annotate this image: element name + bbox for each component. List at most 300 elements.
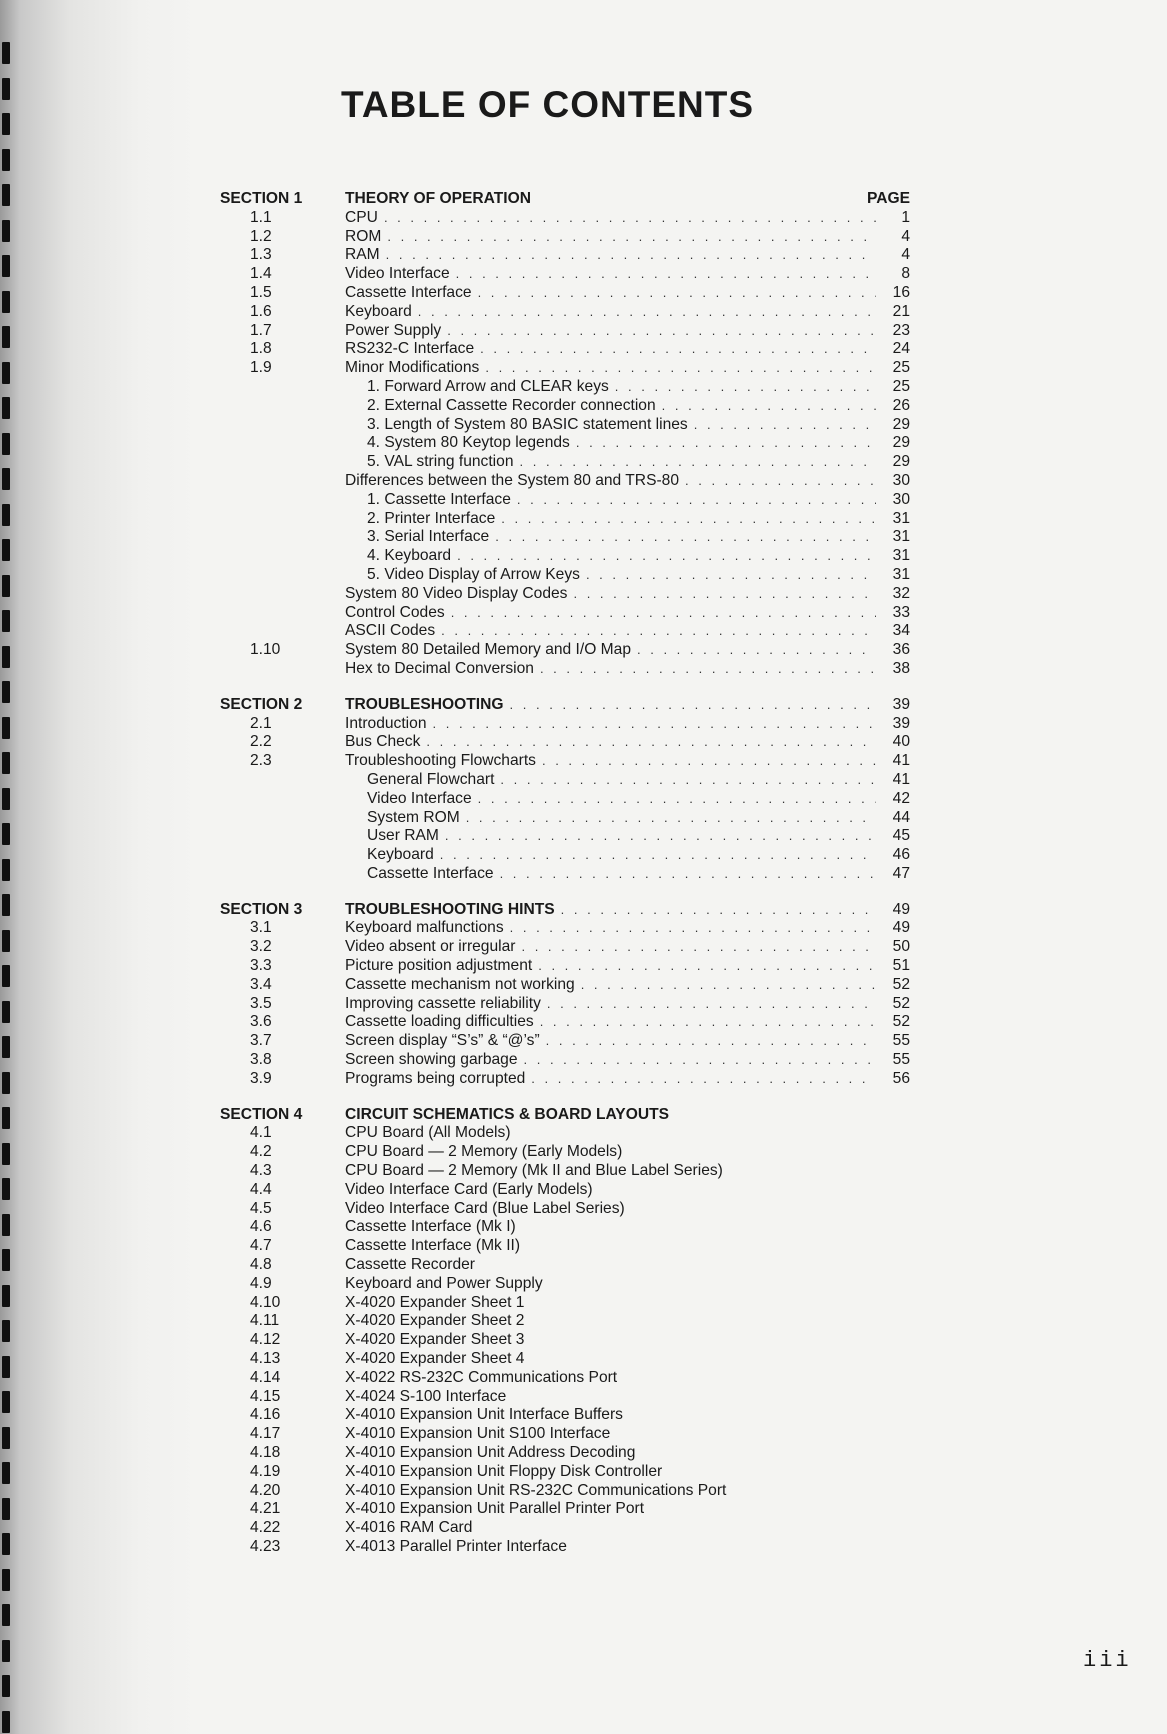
toc-entry — [220, 976, 910, 995]
entry-title: Video Interface — [367, 789, 472, 807]
entry-number: 4.9 — [250, 1274, 272, 1292]
toc-entry — [220, 453, 910, 472]
entry-title: X-4010 Expansion Unit Address Decoding — [345, 1444, 636, 1461]
section-page: 39 — [892, 695, 910, 713]
binding-hole — [2, 1249, 10, 1271]
entry-body — [345, 510, 910, 529]
entry-body — [345, 1350, 910, 1369]
toc-entry — [220, 547, 910, 566]
entry-number: 4.12 — [250, 1331, 281, 1349]
binding-holes — [0, 0, 14, 1734]
binding-hole — [2, 1604, 10, 1626]
entry-title: General Flowchart — [367, 770, 495, 788]
entry-body — [345, 1444, 910, 1463]
entry-title: Picture position adjustment — [345, 957, 533, 975]
binding-hole — [2, 1569, 10, 1591]
entry-page: 31 — [892, 509, 910, 527]
entry-title: 1. Forward Arrow and CLEAR keys — [367, 377, 609, 395]
section-heading — [345, 1106, 910, 1125]
section-gap — [220, 884, 910, 901]
entry-body — [345, 378, 910, 397]
entry-number: 3.7 — [250, 1032, 272, 1050]
entry-body — [345, 397, 910, 416]
toc-entry — [220, 284, 910, 303]
entry-page: 4 — [901, 246, 910, 264]
entry-page: 29 — [892, 453, 910, 471]
entry-number: 4.23 — [250, 1537, 281, 1555]
entry-number: 3.5 — [250, 994, 272, 1012]
entry-title: Bus Check — [345, 733, 421, 751]
entry-page: 38 — [892, 659, 910, 677]
entry-number: 3.2 — [250, 938, 272, 956]
entry-body — [345, 228, 910, 247]
binding-hole — [2, 220, 10, 242]
entry-body — [345, 752, 910, 771]
entry-number: 3.1 — [250, 919, 272, 937]
toc-entry — [220, 938, 910, 957]
section-heading — [345, 901, 910, 920]
entry-title: ASCII Codes — [345, 622, 436, 640]
entry-body — [345, 1143, 910, 1162]
entry-title: Differences between the System 80 and TRS-80 — [345, 471, 680, 489]
entry-page: 41 — [892, 752, 910, 770]
entry-body — [345, 322, 910, 341]
entry-title: X-4010 Expansion Unit Floppy Disk Controller — [345, 1462, 663, 1480]
entry-body — [345, 976, 910, 995]
entry-body — [345, 547, 910, 566]
binding-hole — [2, 1356, 10, 1378]
leader-dots — [441, 622, 876, 641]
toc-entry — [220, 1275, 910, 1294]
toc-entry — [220, 790, 910, 809]
binding-hole — [2, 1143, 10, 1165]
entry-body — [345, 1124, 910, 1143]
binding-hole — [2, 468, 10, 490]
leader-dots — [418, 303, 876, 322]
entry-title: CPU Board — 2 Memory (Mk II and Blue Label Series) — [345, 1162, 723, 1180]
entry-title: Cassette Interface (Mk I) — [345, 1218, 516, 1236]
leader-dots — [524, 1051, 876, 1070]
entry-title: Programs being corrupted — [345, 1069, 526, 1087]
toc-entry — [220, 1200, 910, 1219]
toc-entry — [220, 378, 910, 397]
leader-dots — [521, 938, 876, 957]
toc-entry — [220, 660, 910, 679]
entry-title: Hex to Decimal Conversion — [345, 659, 534, 677]
entry-body — [345, 1425, 910, 1444]
entry-body — [345, 340, 910, 359]
entry-page: 55 — [892, 1051, 910, 1069]
toc-entry — [220, 1519, 910, 1538]
entry-page: 55 — [892, 1032, 910, 1050]
toc-entry — [220, 957, 910, 976]
section-title: THEORY OF OPERATION — [345, 190, 531, 207]
entry-page: 39 — [892, 714, 910, 732]
entry-page: 46 — [892, 846, 910, 864]
toc-entry — [220, 733, 910, 752]
toc-entry — [220, 510, 910, 529]
entry-page: 47 — [892, 864, 910, 882]
entry-number: 4.16 — [250, 1406, 281, 1424]
entry-number: 2.1 — [250, 714, 272, 732]
toc-entry — [220, 1051, 910, 1070]
entry-body — [345, 604, 910, 623]
entry-title: 2. Printer Interface — [367, 509, 496, 527]
entry-number: 4.21 — [250, 1500, 281, 1518]
entry-title: Keyboard and Power Supply — [345, 1274, 543, 1292]
toc-entry — [220, 1032, 910, 1051]
entry-number: 4.20 — [250, 1481, 281, 1499]
entry-title: X-4010 Expansion Unit RS-232C Communications Port — [345, 1481, 727, 1499]
section-gap — [220, 1089, 910, 1106]
entry-title: Cassette Recorder — [345, 1256, 476, 1274]
entry-title: X-4020 Expander Sheet 3 — [345, 1331, 525, 1349]
binding-hole — [2, 1320, 10, 1342]
entry-number: 1.6 — [250, 302, 272, 320]
entry-page: 41 — [892, 770, 910, 788]
section-heading-row — [220, 901, 910, 920]
entry-number: 4.5 — [250, 1199, 272, 1217]
binding-hole — [2, 1427, 10, 1449]
entry-body — [345, 359, 910, 378]
entry-title: 3. Length of System 80 BASIC statement lines — [367, 415, 688, 433]
entry-number: 3.3 — [250, 957, 272, 975]
toc-entry — [220, 715, 910, 734]
entry-title: CPU Board — 2 Memory (Early Models) — [345, 1143, 623, 1161]
entry-page: 36 — [892, 641, 910, 659]
entry-body — [345, 209, 910, 228]
entry-title: Screen showing garbage — [345, 1051, 518, 1069]
entry-body — [345, 1275, 910, 1294]
leader-dots — [586, 566, 876, 585]
leader-dots — [540, 1013, 876, 1032]
section-heading-row — [220, 190, 910, 209]
leader-dots — [451, 604, 876, 623]
section-label: SECTION 2 — [220, 695, 303, 713]
entry-title: 5. Video Display of Arrow Keys — [367, 565, 580, 583]
entry-title: RS232-C Interface — [345, 340, 475, 358]
entry-page: 29 — [892, 434, 910, 452]
section-heading-row — [220, 1106, 910, 1125]
entry-body — [345, 585, 910, 604]
entry-number: 3.4 — [250, 975, 272, 993]
entry-page: 25 — [892, 359, 910, 377]
binding-hole — [2, 610, 10, 632]
entry-page: 25 — [892, 377, 910, 395]
leader-dots — [456, 265, 876, 284]
entry-body — [345, 434, 910, 453]
binding-hole — [2, 184, 10, 206]
leader-dots — [445, 827, 876, 846]
toc-entry — [220, 865, 910, 884]
entry-title: Video absent or irregular — [345, 938, 516, 956]
leader-dots — [500, 865, 876, 884]
leader-dots — [561, 901, 876, 920]
binding-hole — [2, 397, 10, 419]
leader-dots — [440, 846, 876, 865]
toc-entry — [220, 752, 910, 771]
leader-dots — [547, 995, 876, 1014]
entry-page: 8 — [901, 265, 910, 283]
entry-title: CPU — [345, 208, 378, 226]
leader-dots — [542, 752, 876, 771]
binding-hole — [2, 894, 10, 916]
entry-page: 52 — [892, 994, 910, 1012]
entry-body — [345, 1200, 910, 1219]
entry-body — [345, 1162, 910, 1181]
leader-dots — [501, 510, 876, 529]
entry-page: 49 — [892, 919, 910, 937]
leader-dots — [520, 453, 877, 472]
entry-title: Cassette Interface (Mk II) — [345, 1237, 521, 1255]
entry-body — [345, 265, 910, 284]
entry-number: 1.9 — [250, 359, 272, 377]
binding-hole — [2, 823, 10, 845]
leader-dots — [495, 528, 876, 547]
binding-hole — [2, 362, 10, 384]
entry-number: 3.6 — [250, 1013, 272, 1031]
binding-hole — [2, 1462, 10, 1484]
toc-entry — [220, 1500, 910, 1519]
entry-title: User RAM — [367, 827, 439, 845]
leader-dots — [478, 284, 876, 303]
toc-entry — [220, 359, 910, 378]
leader-dots — [662, 397, 876, 416]
entry-body — [345, 1256, 910, 1275]
toc-entry — [220, 1013, 910, 1032]
toc-entry — [220, 1463, 910, 1482]
entry-body — [345, 1181, 910, 1200]
toc-entry — [220, 1444, 910, 1463]
entry-title: Keyboard malfunctions — [345, 919, 504, 937]
entry-page: 23 — [892, 321, 910, 339]
entry-title: Video Interface Card (Blue Label Series) — [345, 1199, 625, 1217]
entry-title: System 80 Detailed Memory and I/O Map — [345, 641, 632, 659]
toc-entry — [220, 491, 910, 510]
toc-entry — [220, 1124, 910, 1143]
entry-title: RAM — [345, 246, 380, 264]
binding-hole — [2, 433, 10, 455]
toc-entry — [220, 1369, 910, 1388]
entry-number: 1.10 — [250, 641, 281, 659]
binding-hole — [2, 965, 10, 987]
section-gap — [220, 679, 910, 696]
entry-page: 33 — [892, 603, 910, 621]
binding-hole — [2, 1107, 10, 1129]
entry-body — [345, 641, 910, 660]
entry-title: X-4010 Expansion Unit Parallel Printer Port — [345, 1500, 645, 1518]
leader-dots — [685, 472, 876, 491]
entry-page: 26 — [892, 396, 910, 414]
entry-body — [345, 1051, 910, 1070]
binding-hole — [2, 930, 10, 952]
entry-body — [345, 865, 910, 884]
binding-hole — [2, 1533, 10, 1555]
toc-entry — [220, 322, 910, 341]
entry-page: 24 — [892, 340, 910, 358]
entry-body — [345, 1463, 910, 1482]
page-column-header: PAGE — [866, 190, 910, 207]
section-title: TROUBLESHOOTING — [345, 695, 504, 713]
toc-entry — [220, 919, 910, 938]
entry-title: Troubleshooting Flowcharts — [345, 752, 536, 770]
toc-entry — [220, 1425, 910, 1444]
toc-entry — [220, 585, 910, 604]
toc-entry — [220, 397, 910, 416]
toc-entry — [220, 604, 910, 623]
leader-dots — [517, 491, 876, 510]
entry-number: 4.13 — [250, 1350, 281, 1368]
entry-body — [345, 472, 910, 491]
entry-page: 29 — [892, 415, 910, 433]
entry-body — [345, 1388, 910, 1407]
entry-title: Cassette Interface — [345, 283, 472, 301]
entry-title: Video Interface — [345, 265, 450, 283]
entry-title: 5. VAL string function — [367, 453, 514, 471]
entry-page: 52 — [892, 1013, 910, 1031]
toc-entry — [220, 1482, 910, 1501]
entry-page: 45 — [892, 827, 910, 845]
binding-hole — [2, 1285, 10, 1307]
entry-title: Keyboard — [345, 302, 412, 320]
entry-page: 34 — [892, 622, 910, 640]
binding-hole — [2, 1036, 10, 1058]
entry-title: X-4013 Parallel Printer Interface — [345, 1537, 567, 1555]
entry-title: X-4022 RS-232C Communications Port — [345, 1368, 618, 1386]
binding-hole — [2, 1001, 10, 1023]
binding-hole — [2, 539, 10, 561]
entry-title: 4. System 80 Keytop legends — [367, 434, 570, 452]
entry-number: 1.2 — [250, 227, 272, 245]
entry-number: 4.14 — [250, 1368, 281, 1386]
entry-page: 40 — [892, 733, 910, 751]
entry-title: Keyboard — [367, 846, 434, 864]
entry-title: Control Codes — [345, 603, 445, 621]
entry-body — [345, 1237, 910, 1256]
entry-page: 4 — [901, 227, 910, 245]
binding-hole — [2, 646, 10, 668]
leader-dots — [500, 771, 876, 790]
entry-number: 4.4 — [250, 1180, 272, 1198]
entry-body — [345, 1538, 910, 1557]
entry-body — [345, 1519, 910, 1538]
entry-title: Cassette Interface — [367, 864, 494, 882]
page-title: TABLE OF CONTENTS — [340, 84, 754, 125]
leader-dots — [694, 416, 876, 435]
entry-body — [345, 715, 910, 734]
entry-title: Improving cassette reliability — [345, 994, 541, 1012]
entry-number: 4.6 — [250, 1218, 272, 1236]
entry-number: 4.2 — [250, 1143, 272, 1161]
page-number: iii — [1083, 1648, 1132, 1673]
leader-dots — [576, 434, 876, 453]
entry-number: 4.11 — [250, 1312, 280, 1330]
leader-dots — [510, 919, 876, 938]
entry-title: X-4020 Expander Sheet 2 — [345, 1312, 525, 1330]
binding-hole — [2, 575, 10, 597]
toc-entry — [220, 1312, 910, 1331]
toc-entry — [220, 340, 910, 359]
entry-title: Video Interface Card (Early Models) — [345, 1180, 593, 1198]
entry-title: Cassette mechanism not working — [345, 975, 575, 993]
leader-dots — [457, 547, 876, 566]
leader-dots — [384, 209, 876, 228]
entry-page: 51 — [892, 957, 910, 975]
section-title: CIRCUIT SCHEMATICS & BOARD LAYOUTS — [345, 1105, 670, 1123]
entry-number: 4.18 — [250, 1444, 281, 1461]
entry-body — [345, 1013, 910, 1032]
entry-title: System ROM — [367, 808, 460, 826]
toc-entry — [220, 528, 910, 547]
leader-dots — [546, 1032, 876, 1051]
entry-body — [345, 1482, 910, 1501]
leader-dots — [387, 228, 876, 247]
entry-title: CPU Board (All Models) — [345, 1124, 511, 1142]
toc-entry — [220, 303, 910, 322]
toc-entry — [220, 1388, 910, 1407]
toc-entry — [220, 1538, 910, 1557]
entry-title: System 80 Video Display Codes — [345, 584, 568, 602]
entry-page: 31 — [892, 565, 910, 583]
leader-dots — [531, 1070, 876, 1089]
leader-dots — [485, 359, 876, 378]
entry-number: 3.9 — [250, 1069, 272, 1087]
section-heading — [345, 696, 910, 715]
section-label: SECTION 1 — [220, 190, 303, 207]
toc-entry — [220, 228, 910, 247]
entry-body — [345, 284, 910, 303]
entry-number: 1.7 — [250, 321, 272, 339]
entry-body — [345, 827, 910, 846]
entry-title: Introduction — [345, 714, 427, 732]
entry-title: X-4010 Expansion Unit S100 Interface — [345, 1425, 611, 1443]
entry-number: 2.3 — [250, 752, 272, 770]
binding-hole — [2, 504, 10, 526]
entry-body — [345, 1500, 910, 1519]
entry-number: 1.4 — [250, 265, 272, 283]
entry-body — [345, 790, 910, 809]
toc-entry — [220, 771, 910, 790]
binding-hole — [2, 1711, 10, 1733]
toc-entry — [220, 1070, 910, 1089]
entry-number: 4.3 — [250, 1162, 272, 1180]
entry-page: 31 — [892, 528, 910, 546]
toc-entry — [220, 434, 910, 453]
entry-body — [345, 246, 910, 265]
entry-body — [345, 453, 910, 472]
leader-dots — [540, 660, 876, 679]
entry-title: Minor Modifications — [345, 359, 480, 377]
entry-body — [345, 957, 910, 976]
entry-number: 4.1 — [250, 1124, 272, 1142]
entry-page: 21 — [892, 302, 910, 320]
leader-dots — [510, 696, 876, 715]
entry-body — [345, 1331, 910, 1350]
leader-dots — [573, 585, 876, 604]
binding-hole — [2, 149, 10, 171]
toc-entry — [220, 1331, 910, 1350]
entry-page: 56 — [892, 1069, 910, 1087]
binding-hole — [2, 788, 10, 810]
binding-hole — [2, 1072, 10, 1094]
entry-title: X-4020 Expander Sheet 4 — [345, 1350, 525, 1368]
leader-dots — [615, 378, 876, 397]
entry-body — [345, 1294, 910, 1313]
leader-dots — [447, 322, 876, 341]
section-label: SECTION 3 — [220, 900, 303, 918]
section-title: TROUBLESHOOTING HINTS — [345, 900, 555, 918]
entry-body — [345, 919, 910, 938]
